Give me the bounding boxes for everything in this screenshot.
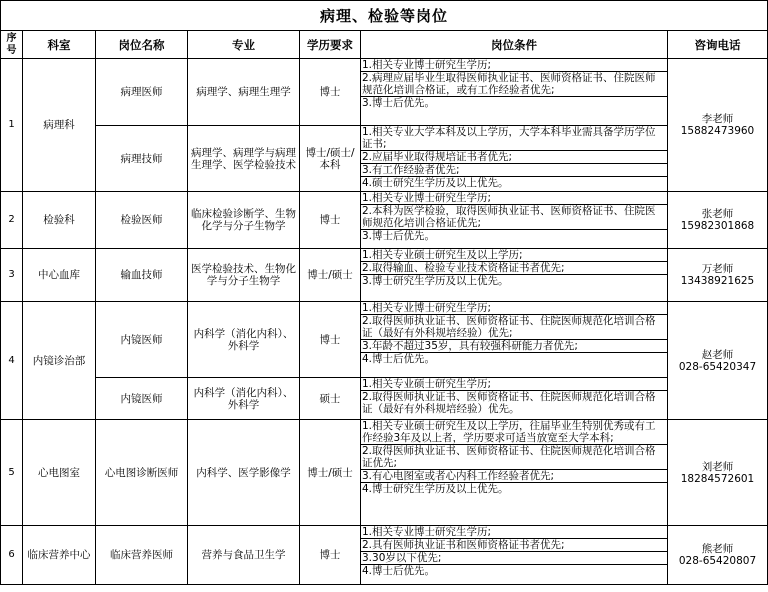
contact-cell	[668, 420, 768, 526]
department-cell: 心电图室	[23, 420, 96, 526]
conditions-list	[361, 126, 667, 189]
header-position: 岗位名称	[96, 31, 188, 59]
contact-cell	[668, 59, 768, 192]
header-dept: 科室	[23, 31, 96, 59]
conditions-cell	[361, 420, 668, 526]
condition-item: 1.相关专业博士研究生学历;	[361, 526, 667, 539]
condition-item: 3.年龄不超过35岁，具有较强科研能力者优先;	[361, 340, 667, 353]
department-cell: 内镜诊治部	[23, 302, 96, 420]
row-number: 6	[1, 526, 23, 585]
position-cell: 内镜医师	[96, 302, 188, 378]
major-cell: 临床检验诊断学、生物化学与分子生物学	[188, 192, 300, 249]
condition-item: 3.博士后优先。	[362, 230, 436, 242]
conditions-list	[361, 249, 667, 287]
education-cell: 博士	[300, 59, 361, 126]
contact-phone: 15882473960	[680, 125, 755, 137]
major-cell: 病理学、病理学与病理生理学、医学检验技术	[188, 126, 300, 192]
condition-item: 3.有工作经验者优先;	[361, 164, 667, 177]
position-cell: 内镜医师	[96, 378, 188, 420]
department-cell: 病理科	[23, 59, 96, 192]
conditions-cell	[361, 192, 668, 249]
table-row	[1, 378, 768, 420]
contact-cell	[668, 249, 768, 302]
conditions-list	[361, 378, 667, 415]
conditions-list	[361, 302, 667, 365]
condition-item: 1.相关专业博士研究生学历;	[361, 302, 667, 315]
condition-item: 1.相关专业博士研究生学历;	[361, 192, 667, 205]
table-body	[1, 59, 768, 585]
condition-item: 2.取得医师执业证书、医师资格证书、住院医师规范化培训合格证优先;	[361, 445, 667, 470]
major-cell: 医学检验技术、生物化学与分子生物学	[188, 249, 300, 302]
row-number: 1	[1, 59, 23, 192]
major-cell: 内科学（消化内科）、外科学	[188, 302, 300, 378]
contact-phone: 028-65420807	[678, 555, 757, 567]
row-number: 2	[1, 192, 23, 249]
condition-item: 2.取得医师执业证书、医师资格证书、住院医师规范化培训合格证（最好有外科规培经验）优先。	[362, 391, 656, 415]
condition-item: 2.取得医师执业证书、医师资格证书、住院医师规范化培训合格证（最好有外科规培经验）优先;	[361, 315, 667, 340]
condition-item: 2.应届毕业取得规培证书者优先;	[361, 151, 667, 164]
position-cell: 心电图诊断医师	[96, 420, 188, 526]
conditions-cell	[361, 126, 668, 192]
condition-item: 4.博士研究生学历及以上优先。	[362, 483, 509, 495]
header-major: 专业	[188, 31, 300, 59]
condition-item: 2.具有医师执业证书和医师资格证书者优先;	[361, 539, 667, 552]
education-cell: 博士/硕士/本科	[300, 126, 361, 192]
conditions-cell	[361, 526, 668, 585]
education-cell: 硕士	[300, 378, 361, 420]
contact-name: 张老师	[701, 208, 734, 220]
education-cell: 博士/硕士	[300, 249, 361, 302]
table-row	[1, 420, 768, 526]
condition-item: 1.相关专业大学本科及以上学历，大学本科毕业需具备学历学位证书;	[361, 126, 667, 151]
row-number: 4	[1, 302, 23, 420]
header-contact: 咨询电话	[668, 31, 768, 59]
condition-item: 3.30岁以下优先;	[361, 552, 667, 565]
education-cell: 博士	[300, 192, 361, 249]
education-cell: 博士	[300, 526, 361, 585]
condition-item: 4.博士后优先。	[362, 565, 436, 577]
contact-name: 赵老师	[701, 348, 734, 361]
contact-phone: 13438921625	[680, 275, 755, 287]
conditions-list	[361, 420, 667, 495]
contact-cell	[668, 302, 768, 420]
table-row	[1, 302, 768, 378]
contact-name: 李老师	[701, 113, 734, 125]
condition-item: 1.相关专业硕士研究生及以上学历，往届毕业生特别优秀或有工作经验3年及以上者，学历要求可适当放宽至大学本科;	[361, 420, 667, 445]
major-cell: 营养与食品卫生学	[188, 526, 300, 585]
condition-item: 1.相关专业硕士研究生学历;	[361, 378, 667, 391]
position-cell: 检验医师	[96, 192, 188, 249]
contact-name: 万老师	[701, 263, 734, 275]
conditions-cell	[361, 302, 668, 378]
education-cell: 博士	[300, 302, 361, 378]
conditions-cell	[361, 249, 668, 302]
conditions-cell	[361, 59, 668, 126]
condition-item: 3.博士研究生学历及以上优先。	[362, 275, 509, 287]
table-row	[1, 526, 768, 585]
condition-item: 3.博士后优先。	[362, 97, 436, 109]
table-row	[1, 126, 768, 192]
conditions-list	[361, 526, 667, 577]
contact-cell	[668, 526, 768, 585]
condition-item: 1.相关专业博士研究生学历;	[361, 59, 667, 72]
table-row	[1, 249, 768, 302]
table-row	[1, 192, 768, 249]
conditions-list	[361, 59, 667, 109]
row-number: 5	[1, 420, 23, 526]
header-row	[1, 31, 768, 59]
conditions-cell	[361, 378, 668, 420]
header-conditions: 岗位条件	[361, 31, 668, 59]
position-cell: 病理技师	[96, 126, 188, 192]
contact-phone: 15982301868	[680, 220, 755, 232]
condition-item: 2.病理应届毕业生取得医师执业证书、医师资格证书、住院医师规范化培训合格证，或有工作经验者优先;	[361, 72, 667, 97]
table-row	[1, 59, 768, 126]
contact-name: 刘老师	[701, 460, 734, 473]
department-cell: 中心血库	[23, 249, 96, 302]
contact-phone: 18284572601	[680, 472, 755, 485]
position-cell: 病理医师	[96, 59, 188, 126]
position-cell: 临床营养医师	[96, 526, 188, 585]
header-no: 序号	[1, 31, 23, 59]
condition-item: 4.硕士研究生学历及以上优先。	[362, 177, 509, 189]
condition-item: 1.相关专业硕士研究生及以上学历;	[361, 249, 667, 262]
conditions-list	[361, 192, 667, 242]
contact-phone: 028-65420347	[678, 360, 757, 373]
condition-item: 4.博士后优先。	[362, 353, 436, 365]
condition-item: 2.本科为医学检验，取得医师执业证书、医师资格证书、住院医师规范化培训合格证优先;	[361, 205, 667, 230]
department-cell: 临床营养中心	[23, 526, 96, 585]
page-title: 病理、检验等岗位	[1, 1, 768, 31]
position-cell: 输血技师	[96, 249, 188, 302]
contact-name: 熊老师	[701, 543, 734, 555]
condition-item: 3.有心电图室或者心内科工作经验者优先;	[361, 470, 667, 483]
contact-cell	[668, 192, 768, 249]
major-cell: 内科学、医学影像学	[188, 420, 300, 526]
row-number: 3	[1, 249, 23, 302]
major-cell: 病理学、病理生理学	[188, 59, 300, 126]
department-cell: 检验科	[23, 192, 96, 249]
education-cell: 博士/硕士	[300, 420, 361, 526]
condition-item: 2.取得输血、检验专业技术资格证书者优先;	[361, 262, 667, 275]
header-education: 学历要求	[300, 31, 361, 59]
major-cell: 内科学（消化内科）、外科学	[188, 378, 300, 420]
